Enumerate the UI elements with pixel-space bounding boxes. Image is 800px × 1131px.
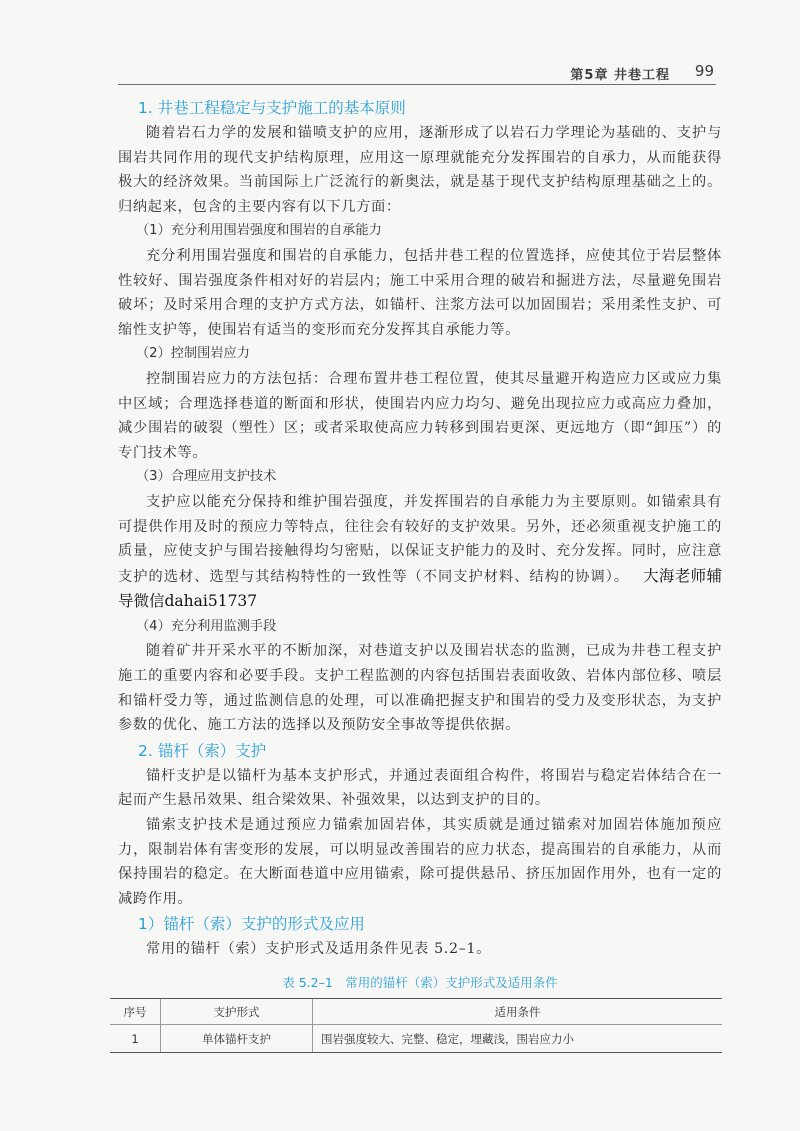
chapter-title: 第5章 井巷工程: [570, 68, 670, 83]
point-3-heading: （3）合理应用支护技术: [136, 469, 277, 485]
section-1-intro: 随着岩石力学的发展和锚喷支护的应用，逐渐形成了以岩石力学理论为基础的、支护与围岩共同作用的现代支护结构原理，应用这一原理就能充分发挥围岩的自承力，从而能获得极大的经济效果。当前国际上广泛流行的新奥法，就是基于现代支护结构原理基础之上的。归纳起来，包含的主要内容有以下几方面：: [118, 125, 722, 215]
page-header: [118, 56, 716, 85]
section-2-heading: 2. 锚杆（索）支护: [138, 741, 267, 760]
section-1-heading: 1. 井巷工程稳定与支护施工的基本原则: [138, 99, 406, 117]
cell-support-form: 单体锚杆支护: [161, 1025, 313, 1053]
point-2-heading: （2）控制围岩应力: [136, 346, 250, 362]
column-header-number: 序号: [110, 999, 161, 1025]
page-body: [118, 95, 722, 998]
section-2-text-1: 锚杆支护是以锚杆为基本支护形式，并通过表面组合构件，将围岩与稳定岩体结合在一起而产生悬吊效果、组合梁效果、补强效果，以达到支护的目的。: [118, 767, 722, 809]
cell-conditions: 围岩强度较大、完整、稳定，埋藏浅，围岩应力小: [313, 1025, 723, 1053]
section-2-1-text: 常用的锚杆（索）支护形式及适用条件见表 5.2–1。: [146, 941, 492, 958]
table-header-row: [110, 999, 722, 1025]
point-3-paragraph: [118, 490, 722, 615]
point-1-text: 充分利用围岩强度和围岩的自承能力，包括井巷工程的位置选择，应使其位于岩层整体性较好、围岩强度条件相对好的岩层内；施工中采用合理的破岩和掘进方法，尽量避免围岩破坏；及时采用合理的支护方式方法，如锚杆、注浆方法可以加固围岩；采用柔性支护、可缩性支护等，使围岩有适当的变形而充分发挥其自承能力等。: [118, 247, 722, 338]
page-number: 99: [694, 62, 714, 80]
point-4-text: 随着矿井开采水平的不断加深，对巷道支护以及围岩状态的监测，已成为井巷工程支护施工的重要内容和必要手段。支护工程监测的内容包括围岩表面收敛、岩体内部位移、喷层和锚杆受力等，通过监测信息的处理，可以准确把握支护和围岩的受力及变形状态，为支护参数的优化、施工方法的选择以及预防安全事故等提供依据。: [118, 643, 722, 734]
watermark-text: 大海老师辅导微信dahai51737: [118, 566, 722, 611]
support-forms-table: [110, 998, 722, 1053]
table-caption: 表 5.2–1 常用的锚杆（索）支护形式及适用条件: [282, 975, 558, 990]
table-row: [110, 1025, 722, 1053]
section-2-1-heading: 1）锚杆（索）支护的形式及应用: [138, 915, 365, 934]
section-2-text-2: 锚索支护技术是通过预应力锚索加固岩体，其实质就是通过锚索对加固岩体施加预应力，限制岩体有害变形的发展，可以明显改善围岩的应力状态，提高围岩的自承能力，从而保持围岩的稳定。在大断面巷道中应用锚索，除可提供悬吊、挤压加固作用外，也有一定的减跨作用。: [118, 817, 722, 907]
column-header-conditions: 适用条件: [313, 999, 723, 1025]
point-2-text: 控制围岩应力的方法包括：合理布置井巷工程位置，使其尽量避开构造应力区或应力集中区域；合理选择巷道的断面和形状，使围岩内应力均匀、避免出现拉应力或高应力叠加，减少围岩的破裂（塑性）区；或者采取使高应力转移到围岩更深、更远地方（即“卸压”）的专门技术等。: [118, 370, 722, 461]
column-header-support-form: 支护形式: [161, 999, 313, 1025]
point-3-text: 支护应以能充分保持和维护围岩强度，并发挥围岩的自承能力为主要原则。如锚索具有可提供作用及时的预应力等特点，往往会有较好的支护效果。另外，还必须重视支护施工的质量，应使支护与围岩接触得均匀密贴，以保证支护能力的及时、充分发挥。同时，应注意支护的选材、选型与其结构特性的一致性等（不同支护材料、结构的协调）。: [118, 493, 722, 585]
point-1-heading: （1）充分利用围岩强度和围岩的自承能力: [136, 223, 382, 239]
point-4-heading: （4）充分利用监测手段: [136, 618, 277, 634]
cell-number: 1: [110, 1025, 161, 1053]
